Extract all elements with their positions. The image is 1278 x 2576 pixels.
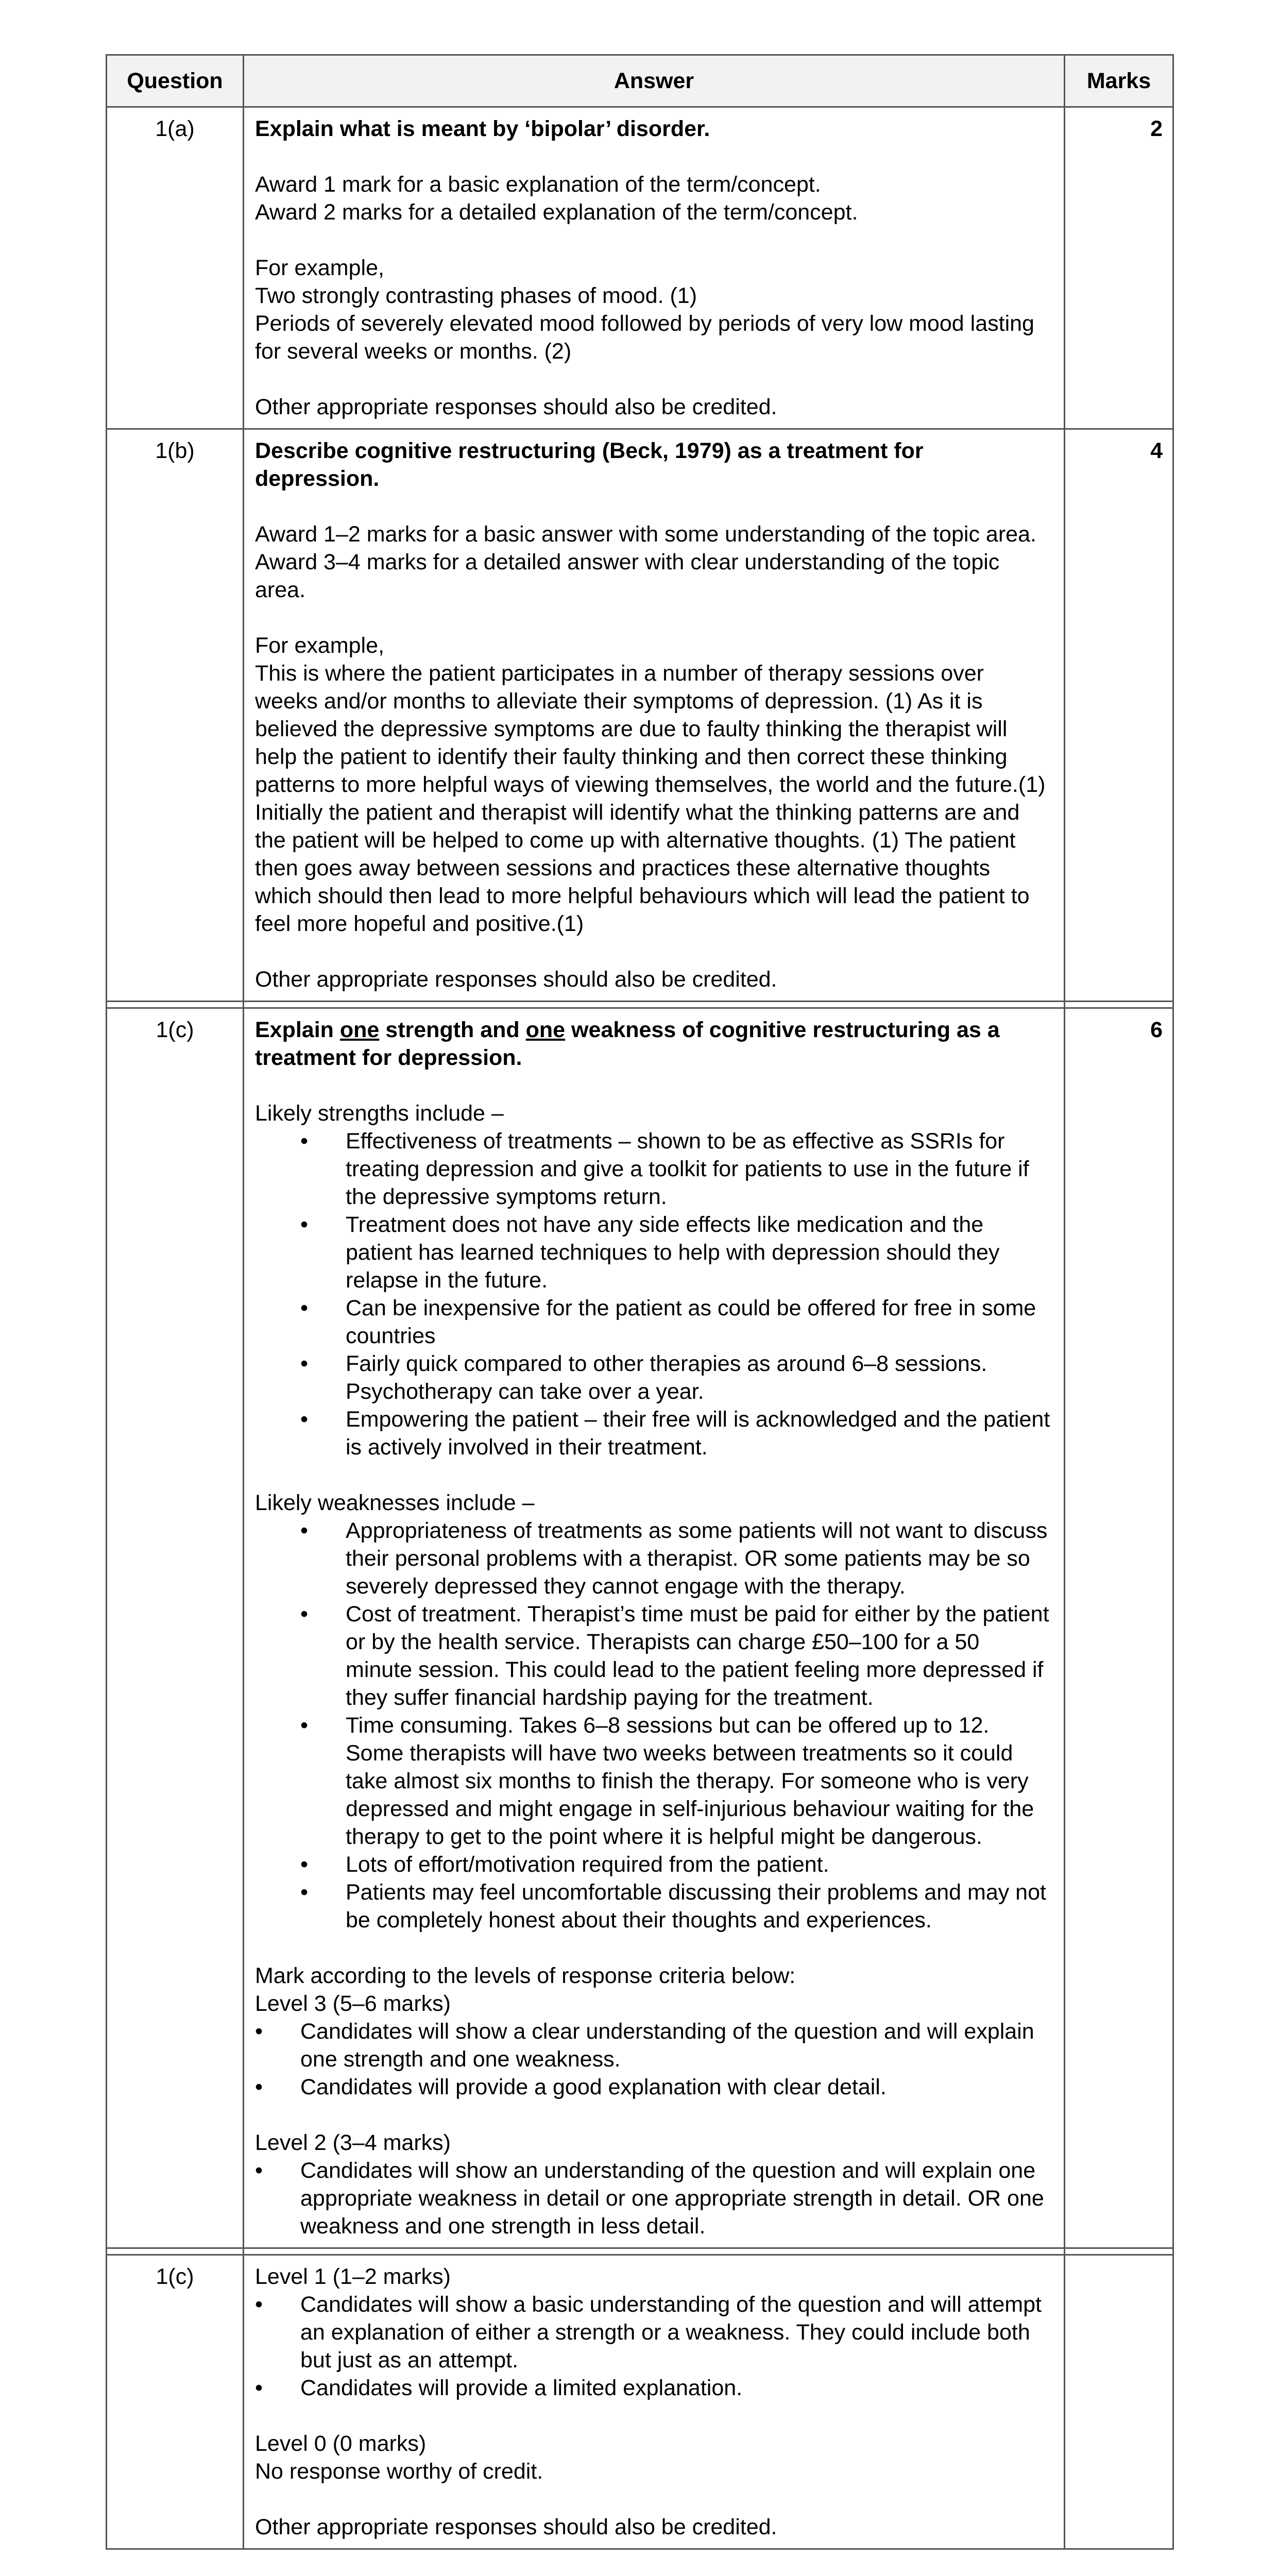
question-number: 1(c) xyxy=(107,1008,244,2248)
award-line: Award 1–2 marks for a basic answer with some understanding of the topic area. xyxy=(255,522,1036,547)
level2-criteria xyxy=(255,2157,1051,2240)
award-line: Award 3–4 marks for a detailed answer with clear understanding of the topic area. xyxy=(255,550,1000,602)
list-item: • Time consuming. Takes 6–8 sessions but can be offered up to 12. Some therapists will have two weeks between treatments so it could take almost six months to finish the therapy. For someone who is very depressed and might engage in self-injurious behaviour waiting for the therapy to get to the point where it is helpful might be dangerous. xyxy=(346,1711,1051,1851)
mark-scheme-table xyxy=(106,54,1174,2550)
weaknesses-list xyxy=(255,1517,1051,1934)
marks-value: 6 xyxy=(1065,1008,1173,2248)
other-responses-note: Other appropriate responses should also be credited. xyxy=(255,2515,777,2539)
question-prompt: Describe cognitive restructuring (Beck, 1979) as a treatment for depression. xyxy=(255,438,924,491)
level-title: Level 3 (5–6 marks) xyxy=(255,1991,451,2016)
list-item: • Patients may feel uncomfortable discussing their problems and may not be completely honest about their thoughts and experiences. xyxy=(346,1878,1051,1934)
row-separator xyxy=(107,1002,1173,1008)
list-item: • Candidates will provide a good explanation with clear detail. xyxy=(300,2073,1051,2101)
list-item: • Empowering the patient – their free will is acknowledged and the patient is actively involved in their treatment. xyxy=(346,1405,1051,1461)
marks-value: 4 xyxy=(1065,429,1173,1002)
table-row xyxy=(107,1008,1173,2248)
level0-text: No response worthy of credit. xyxy=(255,2459,543,2484)
strengths-intro: Likely strengths include – xyxy=(255,1101,504,1126)
marks-value: 2 xyxy=(1065,107,1173,429)
list-item: • Candidates will show an understanding of the question and will explain one appropriate weakness in detail or one appropriate strength in detail. OR one weakness and one strength in less detail. xyxy=(300,2157,1051,2240)
list-item: • Can be inexpensive for the patient as could be offered for free in some countries xyxy=(346,1294,1051,1350)
question-prompt: Explain what is meant by ‘bipolar’ disorder. xyxy=(255,116,710,141)
list-item: • Fairly quick compared to other therapies as around 6–8 sessions. Psychotherapy can take over a year. xyxy=(346,1350,1051,1405)
answer-cell xyxy=(244,1008,1065,2248)
example-intro: For example, xyxy=(255,256,384,280)
answer-cell xyxy=(244,2255,1065,2549)
level1-criteria xyxy=(255,2291,1051,2402)
mark-scheme-page xyxy=(106,54,1172,2550)
award-line: Award 1 mark for a basic explanation of the term/concept. xyxy=(255,172,821,197)
table-row xyxy=(107,2255,1173,2549)
marks-value xyxy=(1065,2255,1173,2549)
table-header-row xyxy=(107,55,1173,107)
other-responses-note: Other appropriate responses should also be credited. xyxy=(255,395,777,419)
list-item: • Lots of effort/motivation required from the patient. xyxy=(346,1851,1051,1878)
example-text: This is where the patient participates in a number of therapy sessions over weeks and/or months to alleviate their symptoms of depression. (1) As it is believed the depressive symptoms are due to faulty thinking the therapist will help the patient to identify their faulty thinking and then correct these thinking patterns to more helpful ways of viewing themselves, the world and the future.(1) Initially the patient and therapist will identify what the thinking patterns are and the patient will be helped to come up with alternative thoughts. (1) The patient then goes away between sessions and practices these alternative thoughts which should then lead to more helpful behaviours which will lead the patient to feel more hopeful and positive.(1) xyxy=(255,661,1046,936)
list-item: • Candidates will provide a limited explanation. xyxy=(300,2374,1051,2402)
list-item: • Cost of treatment. Therapist’s time must be paid for either by the patient or by the health service. Therapists can charge £50–100 for a 50 minute session. This could lead to the patient feeling more depressed if they suffer financial hardship paying for the treatment. xyxy=(346,1600,1051,1711)
question-number: 1(a) xyxy=(107,107,244,429)
header-answer: Answer xyxy=(244,55,1065,107)
list-item: • Candidates will show a basic understanding of the question and will attempt an explanation of either a strength or a weakness. They could include both but just as an attempt. xyxy=(300,2291,1051,2374)
list-item: • Treatment does not have any side effects like medication and the patient has learned techniques to help with depression should they relapse in the future. xyxy=(346,1211,1051,1294)
answer-cell xyxy=(244,107,1065,429)
table-row xyxy=(107,107,1173,429)
award-line: Award 2 marks for a detailed explanation of the term/concept. xyxy=(255,200,858,225)
level-title: Level 0 (0 marks) xyxy=(255,2431,427,2456)
list-item: • Candidates will show a clear understanding of the question and will explain one strength and one weakness. xyxy=(300,2018,1051,2073)
header-marks: Marks xyxy=(1065,55,1173,107)
level-title: Level 2 (3–4 marks) xyxy=(255,2130,451,2155)
example-line: Periods of severely elevated mood followed by periods of very low mood lasting for several weeks or months. (2) xyxy=(255,311,1034,364)
example-intro: For example, xyxy=(255,633,384,658)
strengths-list xyxy=(255,1127,1051,1461)
other-responses-note: Other appropriate responses should also be credited. xyxy=(255,967,777,992)
question-number: 1(c) xyxy=(107,2255,244,2549)
row-separator xyxy=(107,2248,1173,2255)
header-question: Question xyxy=(107,55,244,107)
question-prompt: Explain one strength and one weakness of cognitive restructuring as a treatment for depression. xyxy=(255,1018,1000,1070)
list-item: • Effectiveness of treatments – shown to be as effective as SSRIs for treating depression and give a toolkit for patients to use in the future if the depressive symptoms return. xyxy=(346,1127,1051,1211)
table-row xyxy=(107,429,1173,1002)
levels-intro: Mark according to the levels of response criteria below: xyxy=(255,1963,796,1988)
answer-cell xyxy=(244,429,1065,1002)
example-line: Two strongly contrasting phases of mood. (1) xyxy=(255,283,697,308)
weaknesses-intro: Likely weaknesses include – xyxy=(255,1490,535,1515)
list-item: • Appropriateness of treatments as some patients will not want to discuss their personal problems with a therapist. OR some patients may be so severely depressed they cannot engage with the therapy. xyxy=(346,1517,1051,1600)
level3-criteria xyxy=(255,2018,1051,2101)
level-title: Level 1 (1–2 marks) xyxy=(255,2264,451,2289)
question-number: 1(b) xyxy=(107,429,244,1002)
